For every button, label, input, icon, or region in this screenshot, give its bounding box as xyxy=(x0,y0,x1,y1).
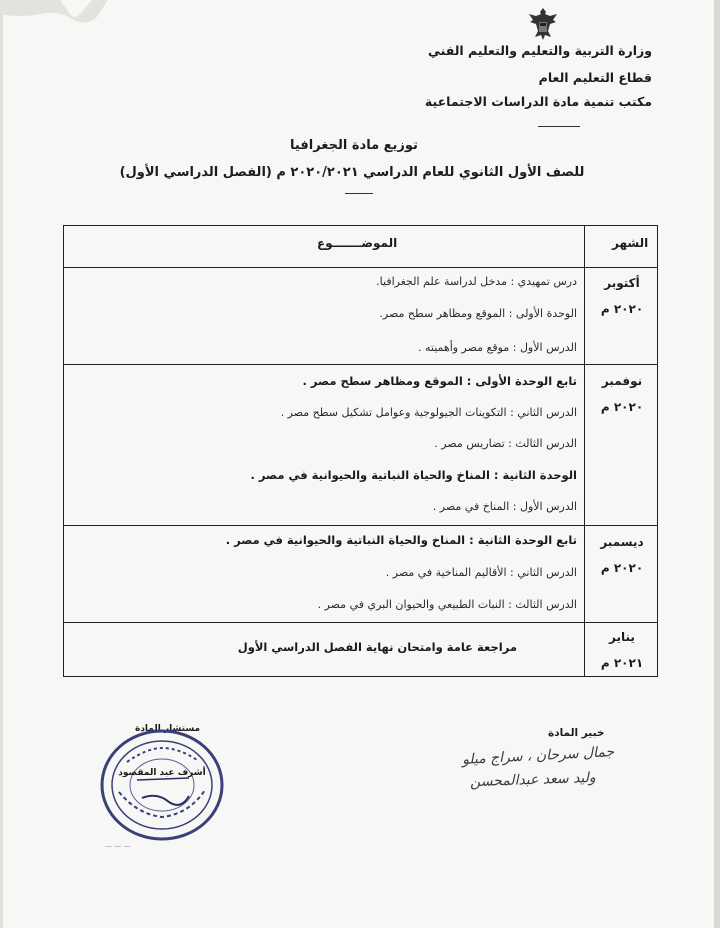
topic-line: الدرس الأول : المناخ في مصر . xyxy=(432,500,577,513)
month-name: أكتوبر xyxy=(604,276,640,290)
official-seal-icon xyxy=(97,722,227,844)
title-divider xyxy=(345,193,373,194)
schedule-table xyxy=(63,225,658,677)
topic-column-header: الموضـــــــوع xyxy=(317,236,398,250)
row-divider xyxy=(64,525,657,526)
topic-line: درس تمهيدي : مدخل لدراسة علم الجغرافيا. xyxy=(376,275,577,288)
sector-name: قطاع التعليم العام xyxy=(538,70,652,85)
seal-footnote-mark: — — — xyxy=(105,842,131,850)
topic-line: تابع الوحدة الثانية : المناخ والحياة النباتية والحيوانية في مصر . xyxy=(225,533,577,547)
topic-line: الدرس الثاني : الأقاليم المناخية في مصر . xyxy=(385,566,577,579)
topic-line: الوحدة الثانية : المناخ والحياة النباتية والحيوانية في مصر . xyxy=(250,468,577,482)
month-year: ٢٠٢٠ م xyxy=(600,302,644,316)
experts-signature-line: وليد سعد عبدالمحسن xyxy=(469,769,596,791)
document-subtitle: للصف الأول الثانوي للعام الدراسي ٢٠٢٠/٢٠٢١ م (الفصل الدراسي الأول) xyxy=(119,165,585,180)
month-name: يناير xyxy=(609,630,635,644)
row-divider xyxy=(64,364,657,365)
topic-line: تابع الوحدة الأولى : الموقع ومظاهر سطح مصر . xyxy=(302,374,577,388)
month-year: ٢٠٢١ م xyxy=(600,656,644,670)
eagle-emblem-icon xyxy=(525,4,561,44)
topic-line: الدرس الثالث : تضاريس مصر . xyxy=(434,437,577,450)
month-year: ٢٠٢٠ م xyxy=(600,400,644,414)
topic-line: مراجعة عامة وامتحان نهاية الفصل الدراسي الأول xyxy=(237,640,517,654)
topic-line: الوحدة الأولى : الموقع ومظاهر سطح مصر. xyxy=(379,307,577,320)
advisor-label: مستشار المادة xyxy=(135,724,201,734)
topic-line: الدرس الأول : موقع مصر وأهميته . xyxy=(418,341,577,354)
month-name: ديسمبر xyxy=(600,535,644,549)
row-divider xyxy=(64,622,657,623)
ministry-name: وزارة التربية والتعليم والتعليم الفني xyxy=(427,43,652,58)
experts-signature-line: جمال سرحان ، سراج ميلو xyxy=(461,744,615,768)
header-divider xyxy=(538,126,580,127)
advisor-name: أشرف عبد المقصود xyxy=(118,768,206,778)
scan-edge-right xyxy=(714,0,720,928)
table-row-month xyxy=(586,276,658,316)
topic-line: الدرس الثالث : النبات الطبيعي والحيوان البري في مصر . xyxy=(317,598,577,611)
topic-line: الدرس الثاني : التكوينات الجيولوجية وعوامل تشكيل سطح مصر . xyxy=(280,406,577,419)
document-title: توزيع مادة الجغرافيا xyxy=(290,138,418,153)
table-row-month xyxy=(586,374,658,414)
row-divider xyxy=(64,267,657,268)
month-name: نوفمبر xyxy=(601,374,643,388)
table-row-month xyxy=(586,630,658,670)
table-row-month xyxy=(586,535,658,575)
office-name: مكتب تنمية مادة الدراسات الاجتماعية xyxy=(424,94,652,109)
month-year: ٢٠٢٠ م xyxy=(600,561,644,575)
corner-decoration xyxy=(0,0,130,24)
month-column-header: الشهر xyxy=(612,236,649,250)
experts-label: خبير المادة xyxy=(548,727,605,739)
